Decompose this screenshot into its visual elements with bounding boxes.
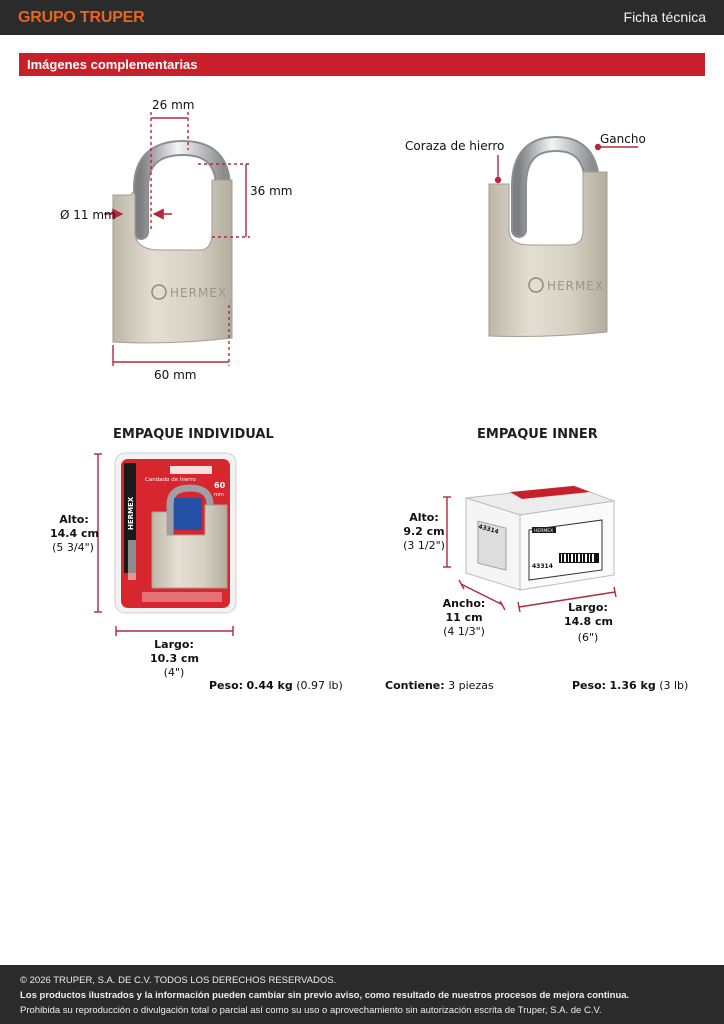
package-brand: HERMEX bbox=[127, 496, 135, 530]
inner-contains-value: 3 piezas bbox=[448, 679, 494, 692]
footer-copyright: © 2026 TRUPER, S.A. DE C.V. TODOS LOS DERECHOS RESERVADOS. bbox=[20, 975, 337, 986]
shackle-diameter-label: Ø 11 mm bbox=[60, 208, 116, 222]
lock-brand-mark: HERMEX bbox=[547, 279, 605, 293]
package-code: 60 bbox=[214, 481, 226, 490]
padlock-parts bbox=[489, 144, 607, 337]
inner-length-cm: 14.8 cm bbox=[564, 615, 613, 628]
inner-weight-kg: 1.36 kg bbox=[609, 679, 656, 692]
package-product: Candado de hierro bbox=[145, 477, 196, 483]
shackle-label: Gancho bbox=[600, 132, 646, 146]
footer-notice: Los productos ilustrados y la información pueden cambiar sin previo aviso, como resultado de nuestros procesos de mejora continua. bbox=[20, 990, 630, 1001]
lock-brand-mark: HERMEX bbox=[170, 286, 228, 300]
inner-pack-title: EMPAQUE INNER bbox=[477, 427, 598, 442]
footer-prohibition: Prohibida su reproducción o divulgación total o parcial así como su uso o aprovechamiento sin autorización escrita de Truper, S.A. de C.V. bbox=[20, 1005, 602, 1016]
individual-weight-kg: 0.44 kg bbox=[246, 679, 293, 692]
inner-weight-label: Peso: bbox=[572, 679, 607, 692]
inner-weight-lb: (3 lb) bbox=[659, 679, 689, 692]
inner-contains-label: Contiene: bbox=[385, 679, 445, 692]
individual-pack-title: EMPAQUE INDIVIDUAL bbox=[113, 427, 274, 442]
individual-height-cm: 14.4 cm bbox=[50, 527, 99, 540]
shackle-width-label: 26 mm bbox=[152, 98, 195, 112]
body-width-label: 60 mm bbox=[154, 368, 197, 382]
inner-length-in: (6") bbox=[577, 631, 599, 644]
inner-width-label: Ancho: bbox=[442, 597, 486, 610]
section-title: Imágenes complementarias bbox=[27, 57, 198, 72]
package-unit: mm bbox=[214, 492, 224, 498]
inner-contains bbox=[385, 679, 494, 692]
inner-width-in: (4 1/3") bbox=[443, 625, 485, 638]
individual-weight-lb: (0.97 lb) bbox=[296, 679, 343, 692]
inner-width-cm: 11 cm bbox=[445, 611, 483, 624]
padlock-dimensioned bbox=[113, 148, 232, 343]
footer bbox=[0, 965, 724, 1024]
inner-height-in: (3 1/2") bbox=[403, 539, 445, 552]
inner-height-cm: 9.2 cm bbox=[403, 525, 445, 538]
box-code: 43314 bbox=[532, 563, 553, 570]
box-code-side: 43314 bbox=[477, 523, 500, 536]
individual-weight-label: Peso: bbox=[209, 679, 244, 692]
inner-height-label: Alto: bbox=[409, 511, 439, 524]
inner-box bbox=[466, 486, 614, 590]
blister-package bbox=[115, 453, 236, 613]
inner-length-label: Largo: bbox=[568, 601, 608, 614]
shroud-label: Coraza de hierro bbox=[405, 139, 505, 153]
brand-logo[interactable]: GRUPO TRUPER bbox=[18, 9, 145, 26]
individual-height-label: Alto: bbox=[59, 513, 89, 526]
individual-length-in: (4") bbox=[163, 666, 185, 679]
individual-length-cm: 10.3 cm bbox=[150, 652, 199, 665]
individual-weight bbox=[209, 679, 343, 692]
individual-length-label: Largo: bbox=[154, 638, 194, 651]
individual-height-in: (5 3/4") bbox=[52, 541, 94, 554]
box-brand: HERMEX bbox=[534, 529, 554, 534]
shackle-height-label: 36 mm bbox=[250, 184, 293, 198]
document-type: Ficha técnica bbox=[623, 9, 706, 25]
inner-weight bbox=[572, 679, 688, 692]
